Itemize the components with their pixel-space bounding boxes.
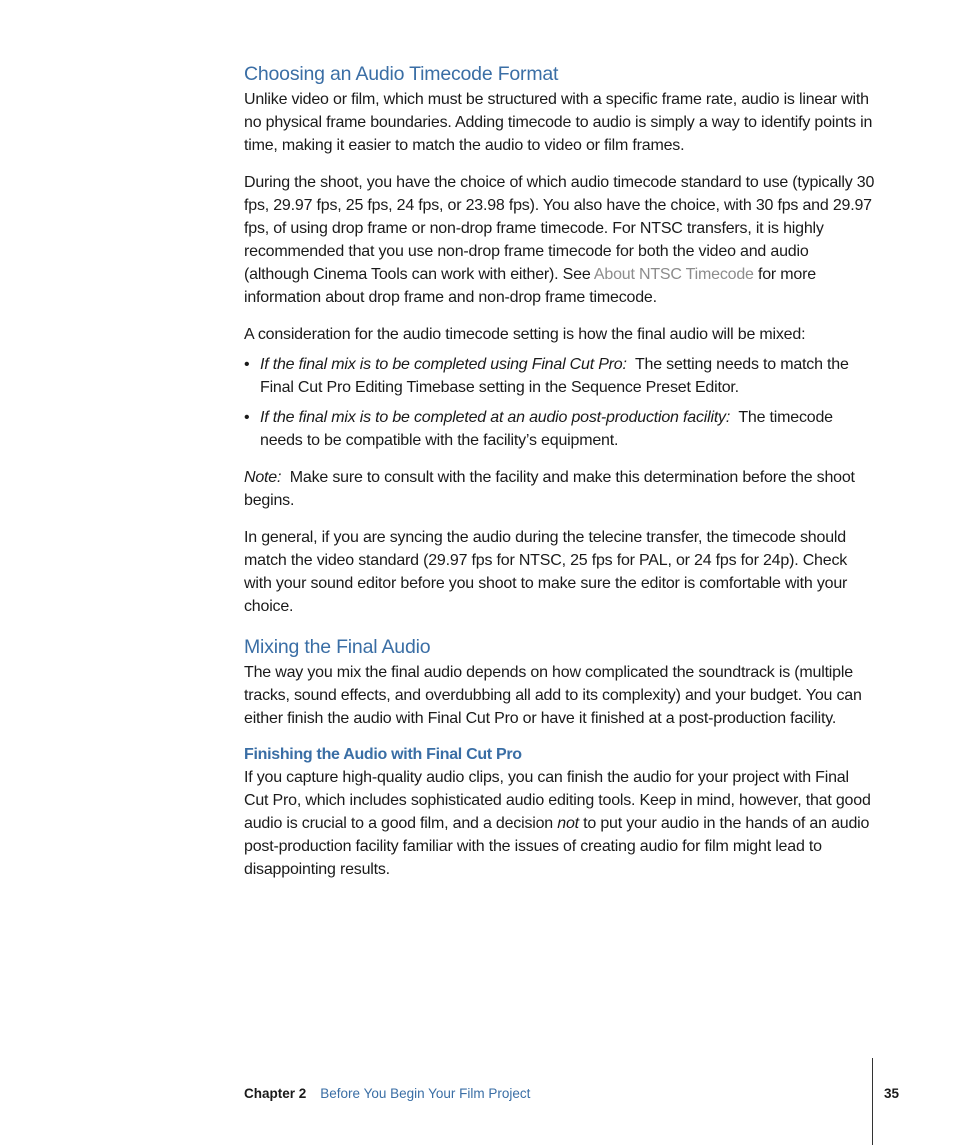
paragraph-syncing: In general, if you are syncing the audio during the telecine transfer, the timecode should match the video standard (29.97 fps for NTSC, 25 fps for PAL, or 24 fps for 24p). Check with your sound editor before you shoot to make sure the editor is comfortable with your choice. [244, 529, 848, 615]
footer-chapter: Chapter 2 [244, 1086, 307, 1101]
link-about-ntsc-timecode[interactable]: About NTSC Timecode [593, 266, 754, 283]
list-item-text: The timecode needs to be compatible with the facility’s equipment. [260, 409, 833, 449]
paragraph-text: to put your audio in the hands of an audio post-production facility familiar with the issues of creating audio for film might lead to disappointing results. [244, 815, 870, 878]
list-item [244, 353, 876, 399]
paragraph-timecode-standard [244, 171, 876, 309]
footer-divider [872, 1058, 873, 1145]
paragraph-consideration: A consideration for the audio timecode setting is how the final audio will be mixed: [244, 326, 806, 343]
paragraph-text: for more information about drop frame and non-drop frame timecode. [244, 266, 816, 306]
paragraph-text: During the shoot, you have the choice of which audio timecode standard to use (typically 30 fps, 29.97 fps, 25 fps, 24 fps, or 23.98 fps). You also have the choice, with 30 fps and 29.97 fps, of using drop frame or non-drop frame timecode. For NTSC transfers, it is highly recommended that you use non-drop frame timecode for both the video and audio (although Cinema Tools can work with either). See [244, 174, 875, 283]
list-item-lead: If the final mix is to be completed at an audio post-production facility: [260, 409, 731, 426]
section-heading-mixing-final-audio: Mixing the Final Audio [244, 636, 431, 658]
list-item-lead: If the final mix is to be completed using Final Cut Pro: [260, 356, 627, 373]
paragraph-text: If you capture high-quality audio clips, you can finish the audio for your project with Final Cut Pro, which includes sophisticated audio editing tools. Keep in mind, however, that good audio is crucial to a good film, and a decision [244, 769, 871, 832]
section-heading-audio-timecode: Choosing an Audio Timecode Format [244, 63, 559, 85]
footer-chapter-title: Before You Begin Your Film Project [320, 1086, 531, 1101]
list-item-text: The setting needs to match the Final Cut Pro Editing Timebase setting in the Sequence Preset Editor. [260, 356, 849, 396]
bullet-icon: • [244, 356, 250, 373]
bullet-list [244, 353, 876, 452]
page-number: 35 [884, 1086, 900, 1101]
note-paragraph [244, 466, 876, 512]
note-label: Note: [244, 469, 282, 486]
paragraph-high-quality-audio [244, 766, 876, 881]
subheading-finishing-audio: Finishing the Audio with Final Cut Pro [244, 746, 522, 763]
bullet-icon: • [244, 409, 250, 426]
page-content [244, 60, 876, 881]
note-text: Make sure to consult with the facility and make this determination before the shoot begins. [244, 469, 855, 509]
paragraph-audio-linear: Unlike video or film, which must be structured with a specific frame rate, audio is linear with no physical frame boundaries. Adding timecode to audio is simply a way to identify points in time, making it easier to match the audio to video or film frames. [244, 91, 873, 154]
paragraph-mix-final-audio: The way you mix the final audio depends on how complicated the soundtrack is (multiple tracks, sound effects, and overdubbing all add to its complexity) and your budget. You can either finish the audio with Final Cut Pro or have it finished at a post-production facility. [244, 664, 862, 727]
list-item [244, 406, 876, 452]
page-footer [244, 1086, 530, 1101]
emphasis-text: not [557, 815, 579, 832]
